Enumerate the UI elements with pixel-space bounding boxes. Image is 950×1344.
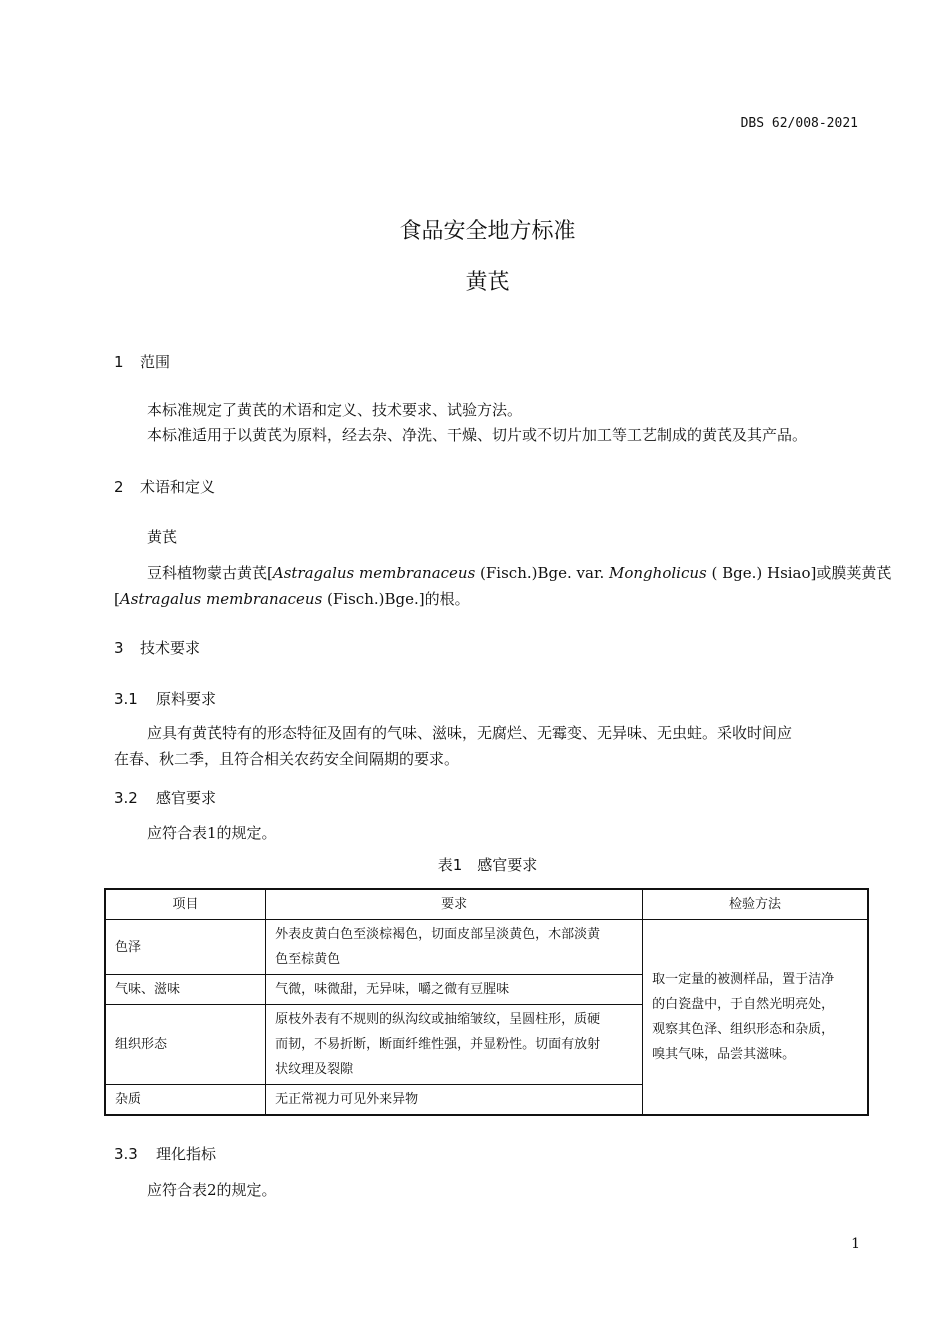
section-title: 感官要求 <box>156 789 217 807</box>
raw-material-line-1: 应具有黄芪特有的形态特征及固有的气味、滋味，无腐烂、无霉变、无异味、无虫蛀。采收时间应 <box>147 724 793 742</box>
standard-title: 食品安全地方标准 <box>399 219 576 244</box>
section-number: 1 <box>114 353 124 371</box>
term-definition-line-1: 豆科植物蒙古黄芪[Astragalus membranaceus (Fisch.)Bge. var. Mongholicus ( Bge.) Hsiao]或膜荚黄芪 <box>147 564 892 582</box>
section-3-1-heading <box>114 688 216 709</box>
section-title: 技术要求 <box>140 639 201 657</box>
section-number: 2 <box>114 478 124 496</box>
table-header-row <box>105 889 868 920</box>
item-cell: 组织形态 <box>105 1005 266 1085</box>
scope-paragraph-1: 本标准规定了黄芪的术语和定义、技术要求、试验方法。 <box>147 401 523 419</box>
item-cell: 气味、滋味 <box>105 975 266 1005</box>
section-number: 3 <box>114 639 124 657</box>
physicochemical-reference-text: 应符合表2的规定。 <box>147 1181 277 1199</box>
product-title: 黄芪 <box>465 270 510 295</box>
section-number: 3.3 <box>114 1145 138 1163</box>
requirement-cell: 外表皮黄白色至淡棕褐色，切面皮部呈淡黄色，木部淡黄 色至棕黄色 <box>266 920 643 975</box>
section-number: 3.1 <box>114 690 138 708</box>
requirement-cell: 无正常视力可见外来异物 <box>266 1085 643 1116</box>
raw-material-line-2: 在春、秋二季，且符合相关农药安全间隔期的要求。 <box>114 750 460 768</box>
header-item: 项目 <box>105 889 266 920</box>
sensory-requirements-table <box>104 888 869 1116</box>
method-cell: 取一定量的被测样品，置于洁净 的白瓷盘中，于自然光明亮处， 观察其色泽、组织形态和杂质， 嗅其气味，品尝其滋味。 <box>643 920 868 1116</box>
requirement-cell: 原枝外表有不规则的纵沟纹或抽缩皱纹，呈圆柱形，质硬 而韧，不易折断，断面纤维性强，并显粉性。切面有放射 状纹理及裂隙 <box>266 1005 643 1085</box>
item-cell: 色泽 <box>105 920 266 975</box>
scope-paragraph-2: 本标准适用于以黄芪为原料，经去杂、净洗、干燥、切片或不切片加工等工艺制成的黄芪及其产品。 <box>147 426 808 444</box>
section-title: 原料要求 <box>156 690 217 708</box>
document-code: DBS 62/008-2021 <box>740 116 858 131</box>
requirement-cell: 气微，味微甜，无异味，嚼之微有豆腥味 <box>266 975 643 1005</box>
header-requirement: 要求 <box>266 889 643 920</box>
table-1-caption: 表1 感官要求 <box>437 856 538 874</box>
item-cell: 杂质 <box>105 1085 266 1116</box>
section-3-heading <box>114 637 200 658</box>
term-definition-line-2: [Astragalus membranaceus (Fisch.)Bge.]的根。 <box>114 590 470 608</box>
section-title: 术语和定义 <box>140 478 216 496</box>
sensory-reference-text: 应符合表1的规定。 <box>147 824 277 842</box>
section-3-2-heading <box>114 787 216 808</box>
section-number: 3.2 <box>114 789 138 807</box>
section-3-3-heading <box>114 1143 216 1164</box>
page-number: 1 <box>851 1236 860 1252</box>
section-title: 理化指标 <box>156 1145 217 1163</box>
term-name: 黄芪 <box>147 528 178 546</box>
table-row <box>105 920 868 975</box>
header-method: 检验方法 <box>643 889 868 920</box>
section-2-heading <box>114 476 215 497</box>
section-1-heading <box>114 351 170 372</box>
section-title: 范围 <box>140 353 171 371</box>
